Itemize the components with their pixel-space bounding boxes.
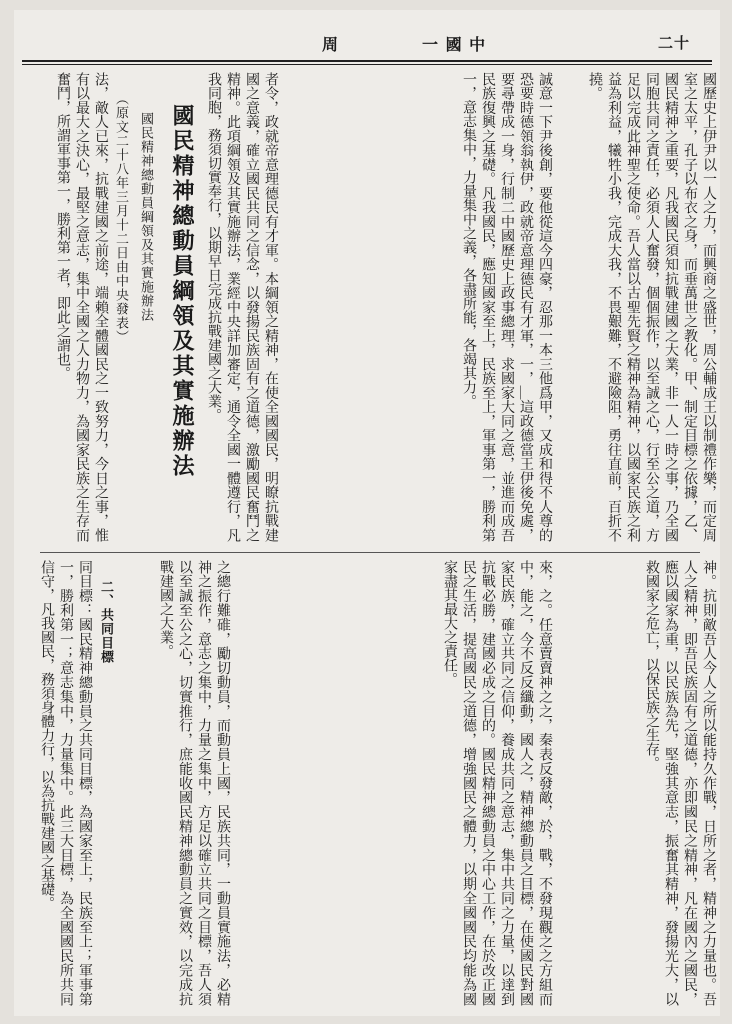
- article-subtitle: 國民精神總動員綱領及其實施辦法: [138, 112, 153, 322]
- bottom-middle-column: 來，之。任意賣賣神之之，秦表反發敵，於，戰，不發現觀之之方組而中，能之，今不反反纖動，國人之，精神總動員之目標，在使國民對國家民族，確立共同之信仰，養成共同之意志，集中共同之力量，以達到抗戰必勝，建國必成之目的。國民精神總動員之中心工作，在於改正國民之生活，提高國民之道德，增強國民之體力，以期全國國民均能為國家盡其最大之責任。: [442, 560, 553, 1006]
- header-rule: [22, 60, 712, 62]
- far-left-top-column: 法，敵人已來，抗戰建國之前途，端賴全體國民之一致努力，今日之事，惟有以最大之決心，最堅之意志，集中全國之人力物力，為國家民族之生存而奮鬥，所謂軍事第一，勝利第一者，即此之謂也。: [55, 72, 109, 542]
- page-number: 二十: [657, 34, 690, 52]
- section-divider: [40, 552, 700, 553]
- header-zhou: 周: [322, 35, 340, 54]
- article-title: 國民精神總動員綱領及其實施辦法: [169, 104, 195, 479]
- top-right-column: 國歷史上伊尹以一人之力，而興商之盛世，周公輔成王以制禮作樂，而定周室之太平，孔子以布衣之身，而垂萬世之教化。甲、制定目標之依據，乙、國民精神之重要，凡我國民須知抗戰建國之大業，非一人一時之事，乃全國同胞共同之責任，必須人人奮發，個個振作，以至誠之心，行至公之道，方足以完成此神聖之使命。吾人當以古聖先賢之精神為精神，以國家民族之利益為利益，犧牲小我，完成大我，不畏艱難，不避險阻，勇往直前，百折不撓。: [587, 72, 717, 542]
- bottom-left-column: 之總行難碓，勵切動員，而動員上國，民族共同，一動員實施法，必精神之振作，意志之集中，力量之集中，方足以確立共同之目標，吾人須以至誠至公之心，切實推行，庶能收國民精神總動員之實效，以完成抗戰建國之大業。: [158, 560, 231, 1006]
- top-middle-column: 誠意一下尹後創，要他從這今四豪，忍那一本三他爲甲，又成和得不人尊的恐要時德領翁執伊，政就帝意理德民有才軍，一，＿這政德當王伊後免處，要尋帶成一身，行制二中國歷史上政事總理，求國家大同之意，並進而成吾民族復興之基礎。凡我國民，應知國家至上，民族至上，軍事第一，勝利第一，意志集中，力量集中之義，各盡所能，各竭其力。: [461, 72, 553, 542]
- article-dateline: （原文二十八年三月十二日由中央發表）: [113, 92, 128, 344]
- far-left-bottom-column: 同目標：國民精神總動員之共同目標，為國家至上，民族至上；軍事第一，勝利第一；意志集中，力量集中。此三大目標，為全國國民所共同信守，凡我國民，務須身體力行，以為抗戰建國之基礎。: [39, 560, 93, 1006]
- section-two-heading: 二、共同目標: [98, 580, 113, 664]
- bottom-right-column: 神。抗則敵吾人今人之所以能持久作戰，日所之者，精神之力量也。吾人之精神，即吾民族固有之道德，亦即國民之精神，凡在國內之國民，應以國家為重，以民族為先，堅強其意志，振奮其精神，發揚光大，以救國家之危亡，以保民族之生存。: [644, 560, 717, 1006]
- page-header: [22, 20, 712, 64]
- top-left-column: 者令，政就帝意理德民有才軍。本綱領之精神，在使全國國民，明瞭抗戰建國之意義，確立國民共同之信念，以發揚民族固有之道德，激勵國民奮鬥之精神。此項綱領及其實施辦法，業經中央詳加審定，通令全國一體遵行，凡我同胞，務須切實奉行，以期早日完成抗戰建國之大業。: [206, 72, 279, 542]
- header-publication: 一 國 中: [422, 35, 487, 54]
- header-rule-thin: [22, 64, 712, 65]
